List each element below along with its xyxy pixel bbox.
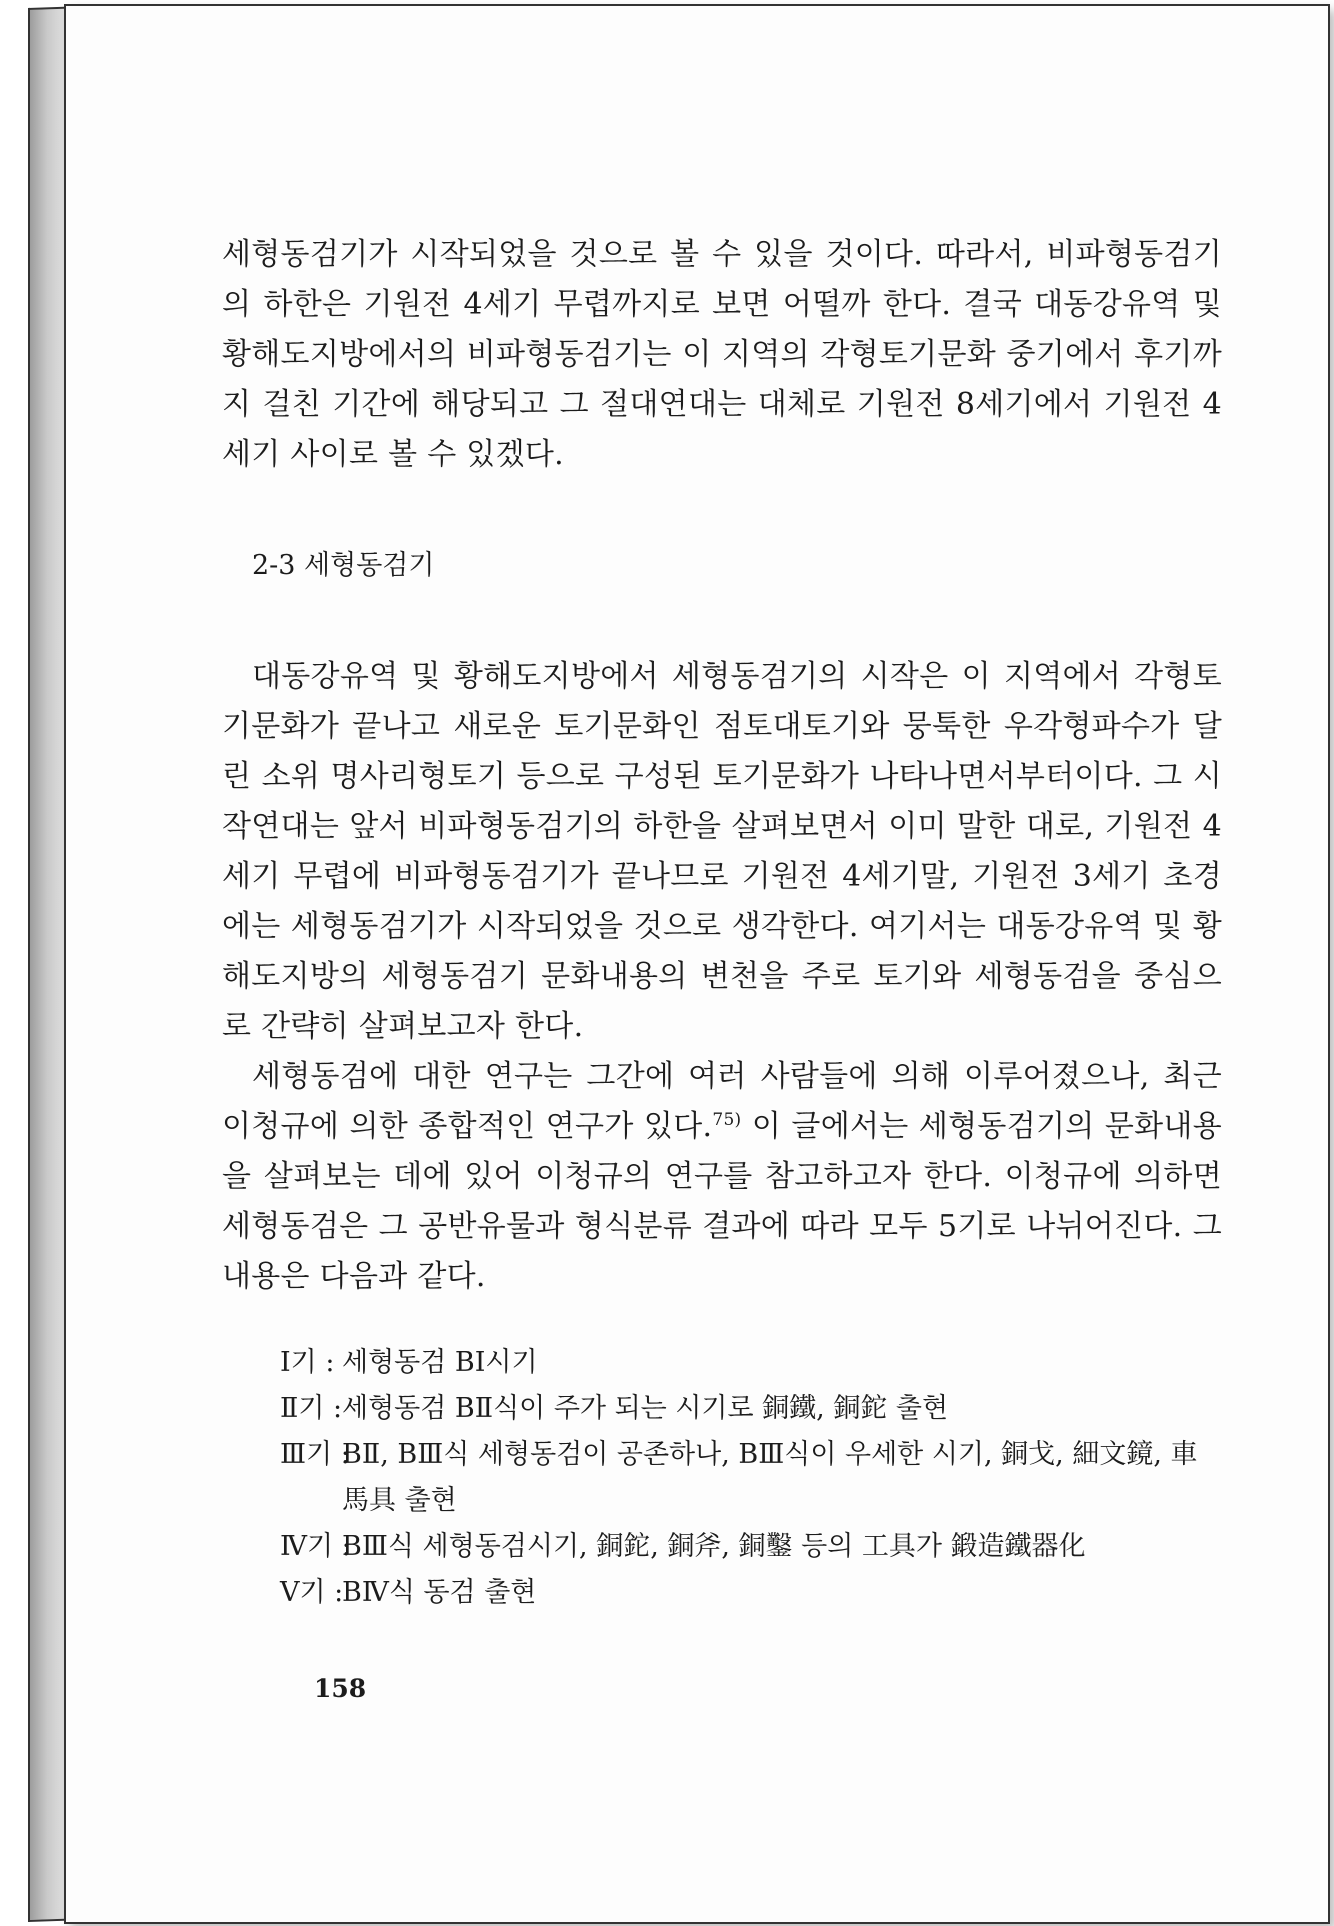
period-label: Ⅲ기 : — [280, 1439, 350, 1470]
period-list — [280, 1340, 1222, 1616]
list-item — [280, 1570, 1222, 1616]
period-text: BⅢ식 세형동검시기, 銅鉈, 銅斧, 銅鑿 등의 工具가 鍛造鐵器化 — [342, 1531, 1086, 1562]
section-heading: 2-3 세형동검기 — [252, 550, 435, 581]
list-item — [280, 1432, 1222, 1524]
period-label: Ⅰ기 : — [280, 1347, 335, 1378]
footnote-reference: 75) — [712, 1110, 742, 1130]
list-item — [280, 1340, 1222, 1386]
period-label: Ⅳ기 : — [280, 1531, 351, 1562]
book-spine — [28, 7, 68, 1922]
paragraph-3-text-b: 이 글에서는 세형동검기의 문화내용을 살펴보는 데에 있어 이청규의 연구를 참고하고자 한다. 이청규에 의하면 세형동검은 그 공반유물과 형식분류 결과에 따라 모두 5기로 나뉘어진다. 그 내용은 다음과 같다. — [222, 1109, 1222, 1294]
period-text: 세형동검 BⅡ식이 주가 되는 시기로 銅鐵, 銅鉈 출현 — [342, 1393, 949, 1424]
paragraph-2: 대동강유역 및 황해도지방에서 세형동검기의 시작은 이 지역에서 각형토기문화가 끝나고 새로운 토기문화인 점토대토기와 뭉툭한 우각형파수가 달린 소위 명사리형토기 등으로 구성된 토기문화가 나타나면서부터이다. 그 시작연대는 앞서 비파형동검기의 하한을 살펴보면서 이미 말한 대로, 기원전 4세기 무렵에 비파형동검기가 끝나므로 기원전 4세기말, 기원전 3세기 초경에는 세형동검기가 시작되었을 것으로 생각한다. 여기서는 대동강유역 및 황해도지방의 세형동검기 문화내용의 변천을 주로 토기와 세형동검을 중심으로 간략히 살펴보고자 한다. — [222, 659, 1222, 1044]
list-item — [280, 1524, 1222, 1570]
text-block — [222, 230, 1222, 1616]
period-text: BⅡ, BⅢ식 세형동검이 공존하나, BⅢ식이 우세한 시기, 銅戈, 細文鏡, 車馬具 출현 — [342, 1439, 1198, 1516]
period-text: BⅣ식 동검 출현 — [342, 1577, 537, 1608]
book-page — [64, 4, 1330, 1924]
paragraph-3 — [222, 1052, 1222, 1302]
period-text: 세형동검 BⅠ시기 — [342, 1347, 538, 1378]
paragraph-3-text-a: 세형동검에 대한 연구는 그간에 여러 사람들에 의해 이루어졌으나, 최근 이청규에 의한 종합적인 연구가 있다. — [222, 1059, 1222, 1144]
period-label: Ⅱ기 : — [280, 1393, 343, 1424]
page-number: 158 — [314, 1674, 367, 1703]
paragraph-1: 세형동검기가 시작되었을 것으로 볼 수 있을 것이다. 따라서, 비파형동검기의 하한은 기원전 4세기 무렵까지로 보면 어떨까 한다. 결국 대동강유역 및 황해도지방에서의 비파형동검기는 이 지역의 각형토기문화 중기에서 후기까지 걸친 기간에 해당되고 그 절대연대는 대체로 기원전 8세기에서 기원전 4세기 사이로 볼 수 있겠다. — [222, 237, 1222, 472]
list-item — [280, 1386, 1222, 1432]
period-label: Ⅴ기 : — [280, 1577, 344, 1608]
